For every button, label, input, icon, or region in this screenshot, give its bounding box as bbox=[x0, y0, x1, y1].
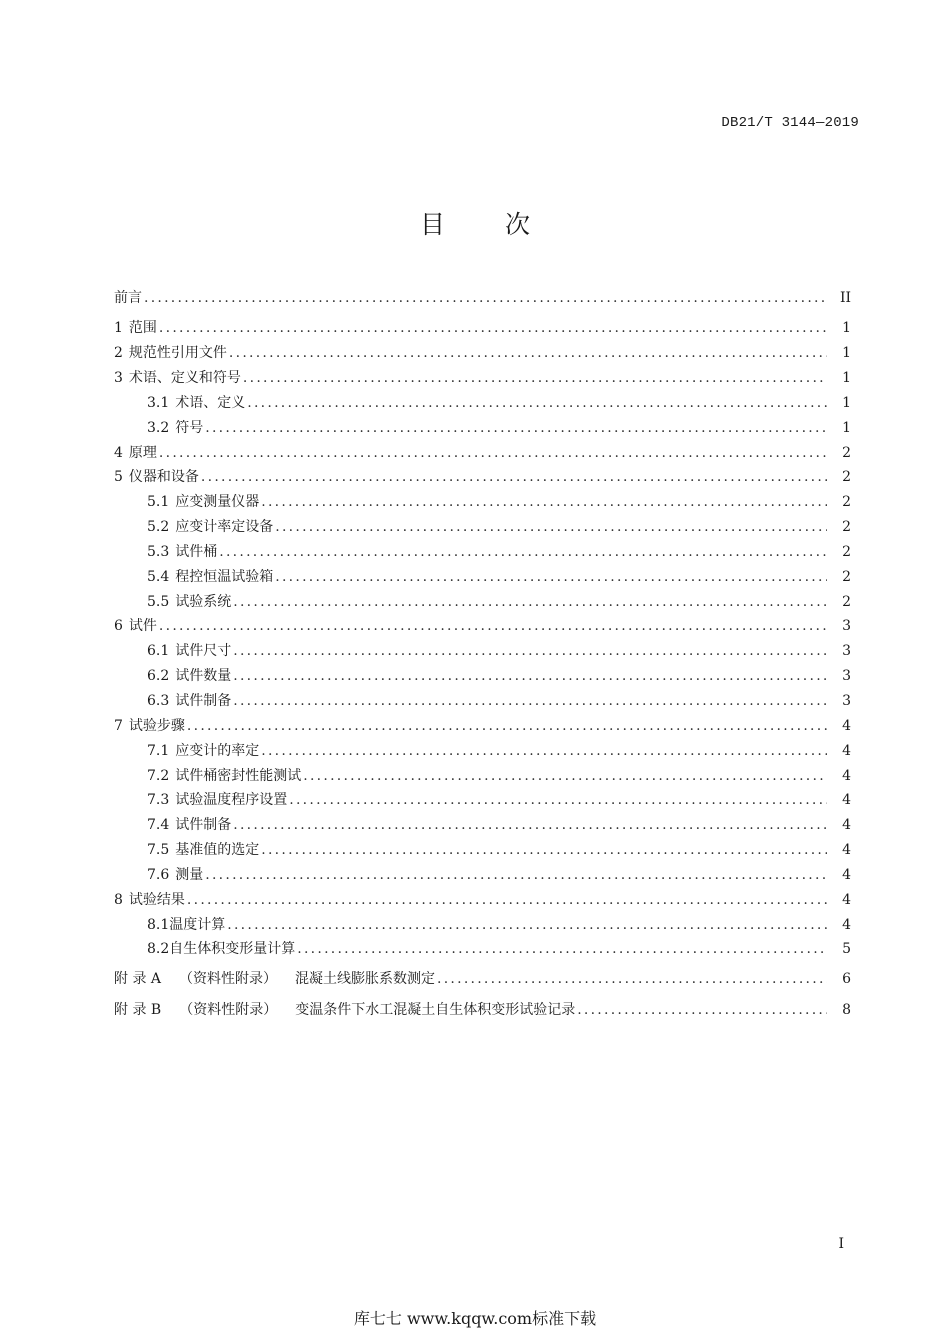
toc-entry-title: 7.5 基准值的选定 bbox=[147, 842, 260, 859]
dot-leader bbox=[229, 341, 827, 366]
toc-appendix-b[interactable] bbox=[114, 995, 851, 1026]
dot-leader bbox=[289, 788, 827, 813]
toc-entry[interactable] bbox=[114, 441, 851, 466]
dot-leader bbox=[233, 639, 827, 664]
dot-leader bbox=[205, 863, 827, 888]
toc-entry-title: 3.2 符号 bbox=[147, 419, 204, 436]
toc-entry-title: 5.5 试验系统 bbox=[147, 593, 232, 610]
appendix-kind: （资料性附录） bbox=[179, 1002, 278, 1019]
toc-entry-title: 前言 bbox=[114, 290, 142, 306]
dot-leader bbox=[233, 689, 827, 714]
toc-entry-title: 8.1温度计算 bbox=[147, 916, 226, 933]
dot-leader bbox=[275, 565, 827, 590]
toc-page-number: 4 bbox=[842, 767, 851, 784]
toc-page-number: 2 bbox=[842, 593, 851, 610]
toc-page-number: 1 bbox=[842, 394, 851, 411]
dot-leader bbox=[227, 913, 827, 938]
dot-leader bbox=[233, 813, 827, 838]
toc-page-number: 4 bbox=[842, 742, 851, 759]
toc-page-number: 2 bbox=[842, 543, 851, 560]
toc-page-number: 2 bbox=[842, 444, 851, 461]
toc-entry-title: 8 试验结果 bbox=[114, 891, 185, 908]
dot-leader bbox=[261, 838, 827, 863]
toc-page-number: 2 bbox=[842, 568, 851, 585]
appendix-kind: （资料性附录） bbox=[179, 971, 278, 988]
toc-entry-foreword[interactable] bbox=[114, 286, 851, 311]
toc-entry-title: 7.1 应变计的率定 bbox=[147, 742, 260, 759]
dot-leader bbox=[219, 540, 827, 565]
dot-leader bbox=[187, 888, 827, 913]
title-char-1: 目 bbox=[419, 210, 445, 239]
dot-leader bbox=[233, 590, 827, 615]
toc-subentry[interactable] bbox=[114, 664, 851, 689]
toc-subentry[interactable] bbox=[114, 391, 851, 416]
appendix-label: 附 录 A bbox=[114, 971, 162, 988]
dot-leader bbox=[297, 937, 827, 962]
page-number: I bbox=[838, 1236, 844, 1252]
dot-leader bbox=[577, 995, 827, 1026]
toc-entry[interactable] bbox=[114, 316, 851, 341]
dot-leader bbox=[144, 286, 827, 311]
toc-entry[interactable] bbox=[114, 888, 851, 913]
toc-page-number: 5 bbox=[842, 941, 851, 958]
toc-subentry[interactable] bbox=[114, 788, 851, 813]
toc-appendix-a[interactable] bbox=[114, 964, 851, 995]
toc-entry[interactable] bbox=[114, 714, 851, 739]
dot-leader bbox=[303, 764, 827, 789]
toc-page-number: II bbox=[839, 290, 851, 306]
toc-entry[interactable] bbox=[114, 341, 851, 366]
dot-leader bbox=[233, 664, 827, 689]
toc-page-number: 1 bbox=[842, 370, 851, 387]
toc-page-number: 3 bbox=[842, 618, 851, 635]
toc-page-number: 4 bbox=[842, 792, 851, 809]
toc-subentry[interactable] bbox=[114, 490, 851, 515]
dot-leader bbox=[275, 515, 827, 540]
appendix-label: 附 录 B bbox=[114, 1002, 162, 1019]
toc-entry-title: 3.1 术语、定义 bbox=[147, 394, 246, 411]
toc-subentry[interactable] bbox=[114, 416, 851, 441]
toc-entry-title: 7.3 试验温度程序设置 bbox=[147, 792, 288, 809]
appendix-title: 混凝土线膨胀系数测定 bbox=[295, 971, 436, 988]
toc-page-number: 1 bbox=[842, 345, 851, 362]
toc-page-number: 2 bbox=[842, 469, 851, 486]
table-of-contents bbox=[114, 286, 851, 1026]
toc-entry-title bbox=[114, 995, 577, 1026]
toc-page-number: 3 bbox=[842, 643, 851, 660]
dot-leader bbox=[159, 614, 827, 639]
toc-entry-title: 7.6 测量 bbox=[147, 866, 204, 883]
toc-entry[interactable] bbox=[114, 465, 851, 490]
toc-page-number: 2 bbox=[842, 494, 851, 511]
toc-page-number: 4 bbox=[842, 891, 851, 908]
toc-entry-title: 5.2 应变计率定设备 bbox=[147, 519, 274, 536]
toc-entry-title: 5.4 程控恒温试验箱 bbox=[147, 568, 274, 585]
toc-page-number: 4 bbox=[842, 842, 851, 859]
toc-entry-title bbox=[114, 964, 437, 995]
toc-entry-title: 7.2 试件桶密封性能测试 bbox=[147, 767, 302, 784]
toc-entry-title: 3 术语、定义和符号 bbox=[114, 370, 241, 387]
page-title bbox=[0, 205, 950, 241]
document-code: DB21/T 3144—2019 bbox=[721, 115, 859, 131]
toc-subentry[interactable] bbox=[114, 590, 851, 615]
toc-subentry[interactable] bbox=[114, 863, 851, 888]
toc-entry-title: 6.3 试件制备 bbox=[147, 693, 232, 709]
dot-leader bbox=[159, 441, 827, 466]
dot-leader bbox=[159, 316, 827, 341]
dot-leader bbox=[187, 714, 827, 739]
toc-page-number: 1 bbox=[842, 419, 851, 436]
toc-entry-title: 5.3 试件桶 bbox=[147, 543, 218, 560]
dot-leader bbox=[201, 465, 827, 490]
toc-entry-title: 8.2自生体积变形量计算 bbox=[147, 941, 296, 958]
watermark: 库七七 www.kqqw.com标准下载 bbox=[353, 1309, 597, 1328]
toc-entry-title: 7 试验步骤 bbox=[114, 717, 185, 734]
toc-entry-title: 1 范围 bbox=[114, 320, 157, 337]
toc-page-number: 2 bbox=[842, 519, 851, 536]
dot-leader bbox=[243, 366, 827, 391]
toc-entry[interactable] bbox=[114, 614, 851, 639]
toc-entry-title: 6.1 试件尺寸 bbox=[147, 643, 232, 660]
toc-subentry[interactable] bbox=[114, 813, 851, 838]
toc-subentry[interactable] bbox=[114, 565, 851, 590]
toc-entry[interactable] bbox=[114, 366, 851, 391]
toc-page-number: 6 bbox=[842, 971, 851, 988]
toc-page-number: 4 bbox=[842, 866, 851, 883]
toc-entry-title: 2 规范性引用文件 bbox=[114, 345, 227, 362]
dot-leader bbox=[261, 490, 827, 515]
dot-leader bbox=[205, 416, 827, 441]
dot-leader bbox=[247, 391, 827, 416]
toc-subentry[interactable] bbox=[114, 689, 851, 714]
toc-subentry[interactable] bbox=[114, 639, 851, 664]
toc-page-number: 4 bbox=[842, 916, 851, 933]
toc-subentry[interactable] bbox=[114, 838, 851, 863]
toc-entry-title: 4 原理 bbox=[114, 444, 157, 461]
dot-leader bbox=[261, 739, 827, 764]
toc-subentry[interactable] bbox=[114, 515, 851, 540]
title-char-2: 次 bbox=[505, 210, 531, 239]
toc-page-number: 3 bbox=[842, 693, 851, 709]
toc-subentry[interactable] bbox=[114, 913, 851, 938]
dot-leader bbox=[437, 964, 827, 995]
appendix-title: 变温条件下水工混凝土自生体积变形试验记录 bbox=[295, 1002, 576, 1019]
toc-page-number: 4 bbox=[842, 717, 851, 734]
toc-entry-title: 6.2 试件数量 bbox=[147, 668, 232, 685]
toc-entry-title: 6 试件 bbox=[114, 618, 157, 635]
toc-entry-title: 7.4 试件制备 bbox=[147, 817, 232, 834]
toc-entry-title: 5.1 应变测量仪器 bbox=[147, 494, 260, 511]
toc-page-number: 4 bbox=[842, 817, 851, 834]
toc-page-number: 1 bbox=[842, 320, 851, 337]
toc-page-number: 8 bbox=[842, 1002, 851, 1019]
toc-page-number: 3 bbox=[842, 668, 851, 685]
toc-subentry[interactable] bbox=[114, 739, 851, 764]
toc-subentry[interactable] bbox=[114, 540, 851, 565]
toc-subentry[interactable] bbox=[114, 764, 851, 789]
toc-subentry[interactable] bbox=[114, 937, 851, 962]
toc-entry-title: 5 仪器和设备 bbox=[114, 469, 199, 486]
